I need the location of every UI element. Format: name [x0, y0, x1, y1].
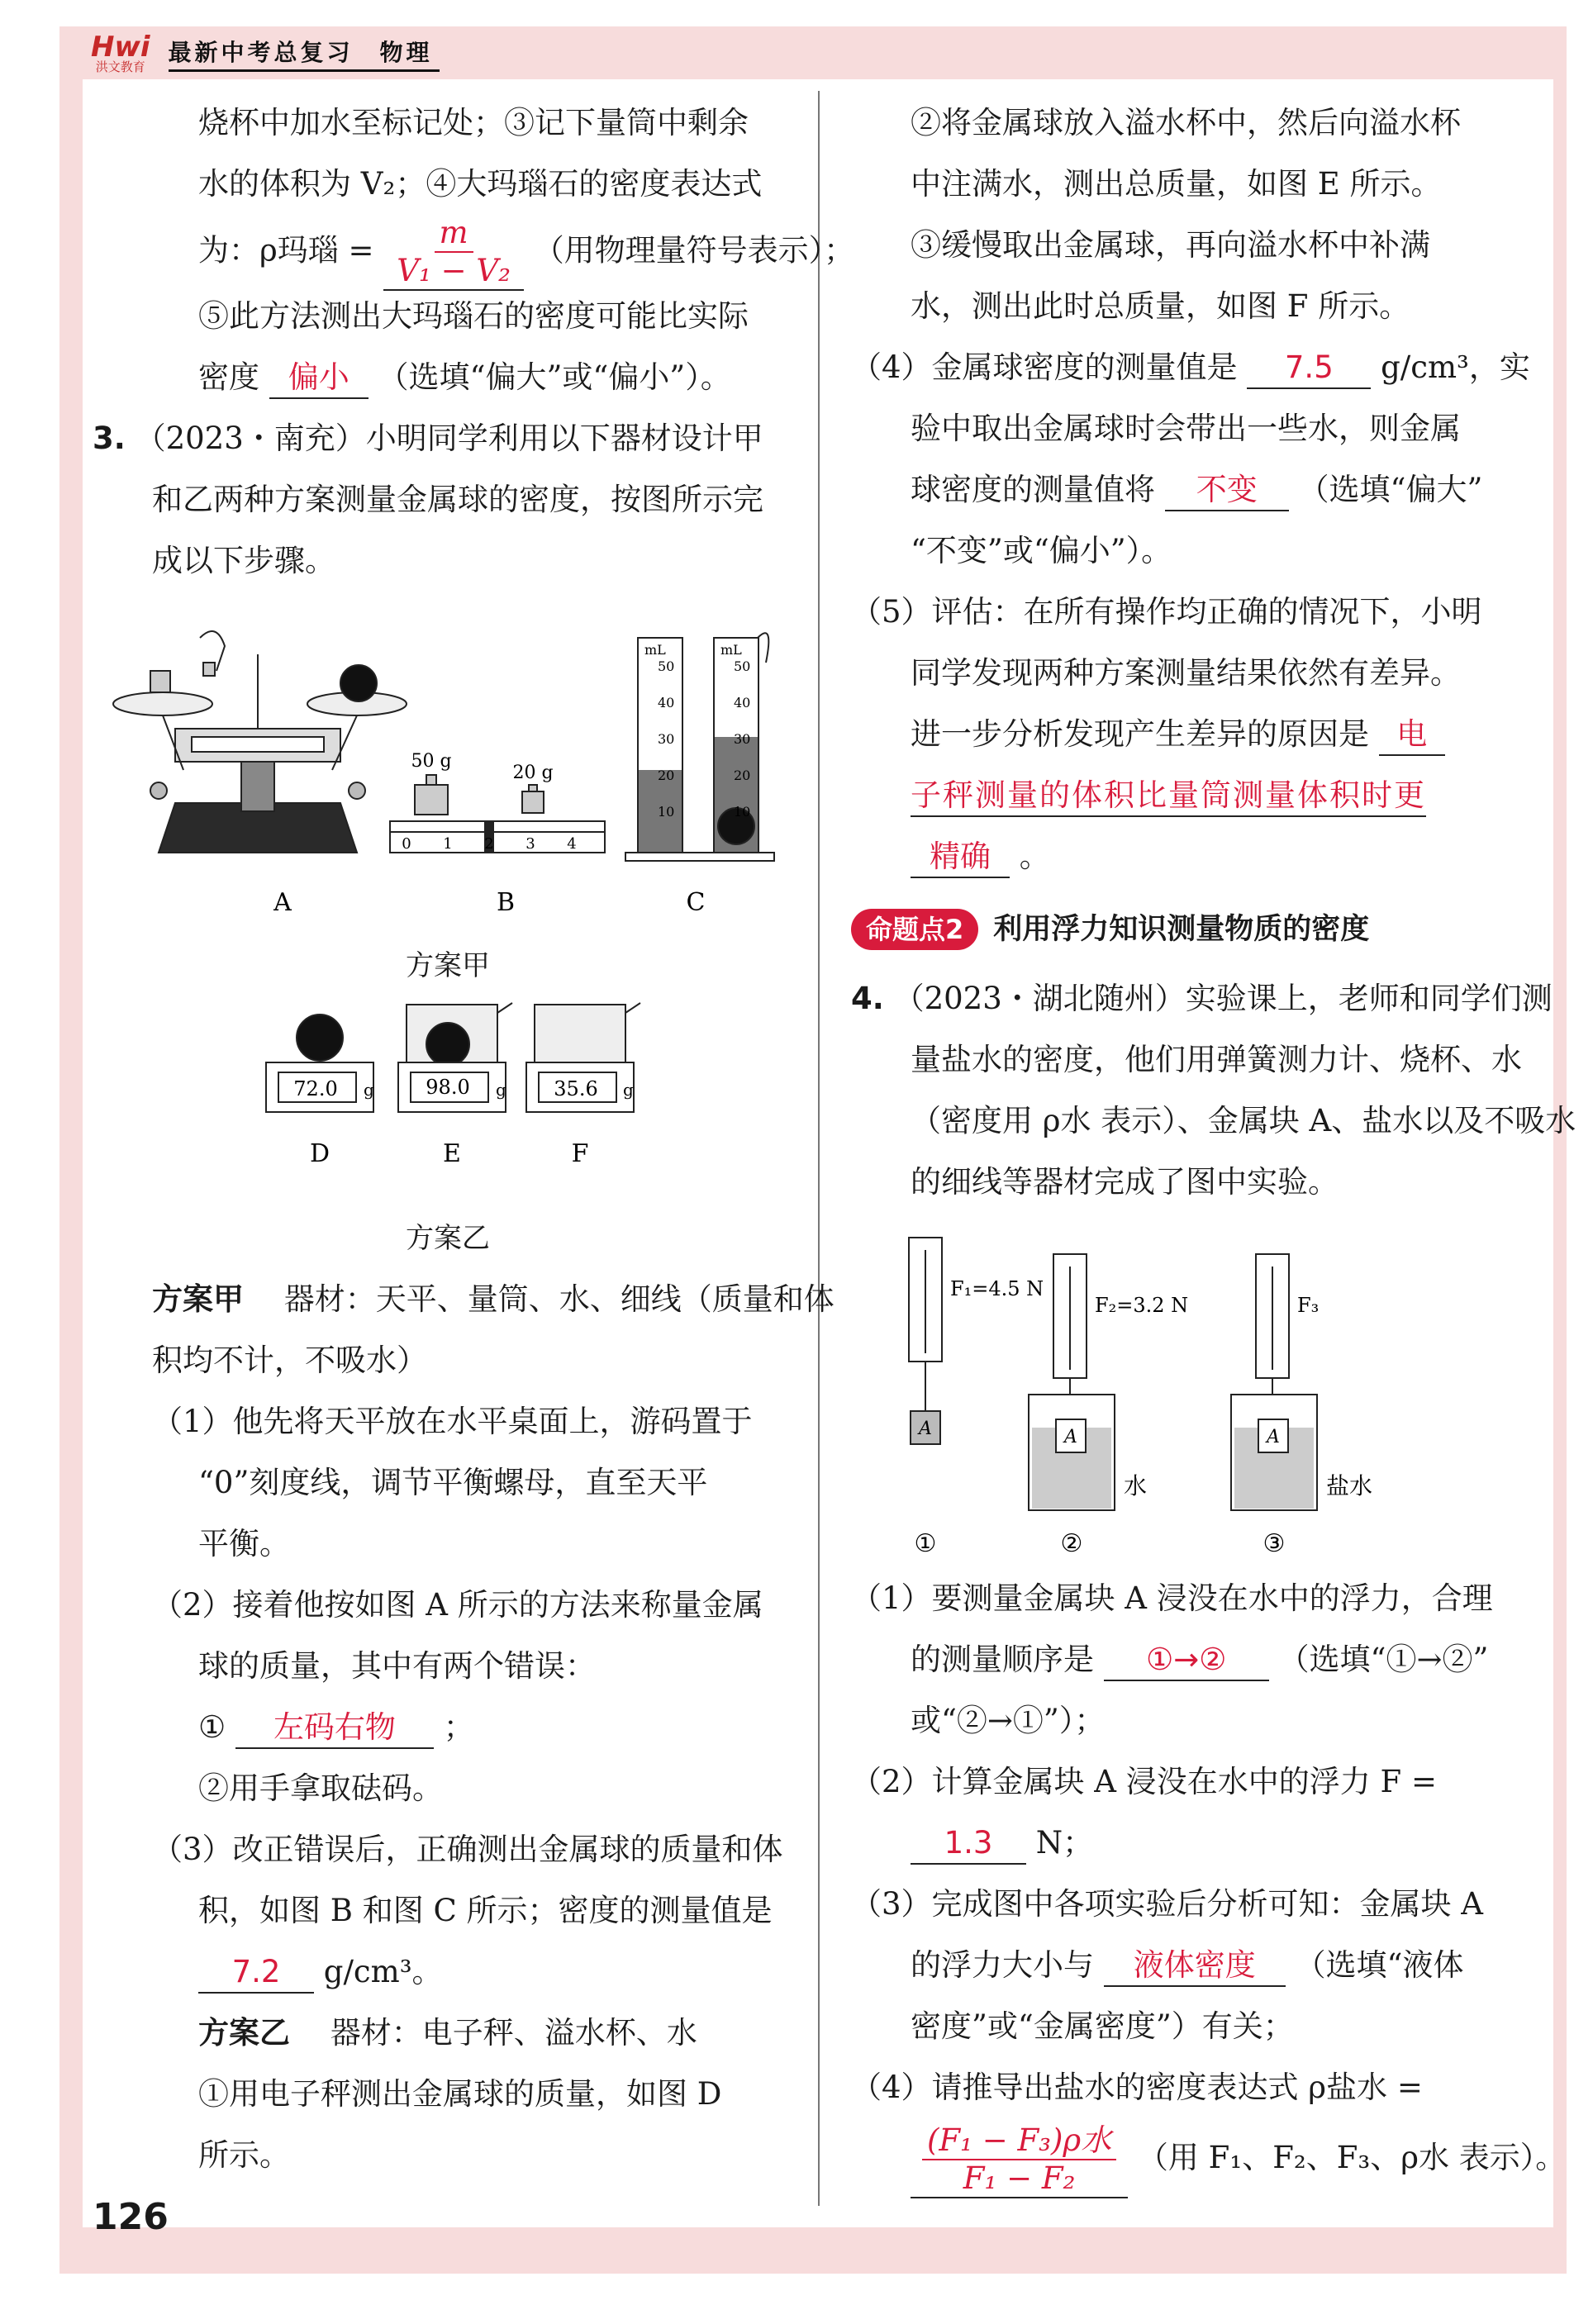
text-line: [851, 704, 1520, 765]
text: 器材：电子秤、溢水杯、水: [299, 2015, 697, 2051]
text-line: [851, 765, 1520, 826]
figure-label-c: C: [686, 888, 706, 917]
plan-label: 方案甲: [152, 1281, 244, 1317]
text: 为：ρ玛瑙 =: [198, 232, 374, 269]
text-line: 积，如图 B 和图 C 所示；密度的测量值是: [198, 1893, 773, 1928]
salt-water-label: 盐水: [1326, 1472, 1373, 1499]
graduated-cylinders: [625, 633, 774, 861]
scale-e-reading: 98.0: [426, 1076, 470, 1099]
text: （选填“①→②”: [1278, 1642, 1489, 1677]
answer-blank: 子秤测量的体积比量筒测量体积时更: [911, 776, 1426, 817]
text: 。: [1019, 839, 1050, 874]
figure-label-d: D: [309, 1139, 330, 1168]
ruler-tick: 4: [567, 835, 577, 853]
topic-heading: [851, 899, 1520, 960]
text-line: 平衡。: [198, 1526, 290, 1561]
text: 的浮力大小与: [911, 1947, 1094, 1983]
text: （2023・南充）小明同学利用以下器材设计甲: [135, 421, 763, 456]
cylinder-tick: 50: [734, 658, 751, 674]
answer-blank: 偏小: [269, 358, 369, 399]
cylinder-tick: 40: [734, 695, 751, 711]
block-a-label: A: [1267, 1427, 1280, 1447]
text-line: [851, 337, 1530, 398]
text: 进一步分析发现产生差异的原因是: [911, 716, 1369, 752]
text-line: （3）改正错误后，正确测出金属球的质量和体: [152, 1832, 783, 1867]
text-line: （2）接着他按如图 A 所示的方法来称量金属: [152, 1587, 763, 1623]
text-line: 中注满水，测出总质量，如图 E 所示。: [911, 166, 1442, 202]
cylinder-unit-label: mL: [644, 642, 666, 658]
answer-blank: 1.3: [911, 1823, 1026, 1865]
cylinder-tick: 20: [658, 768, 675, 783]
step-label: ①: [914, 1529, 937, 1558]
cylinder-tick: 10: [734, 804, 751, 820]
text: 的测量顺序是: [911, 1642, 1094, 1677]
text-line: 密度”或“金属密度”）有关；: [911, 2008, 1294, 2044]
text: g/cm³。: [323, 1954, 443, 1989]
text-line: 验中取出金属球时会带出一些水，则金属: [911, 411, 1461, 446]
formula-numerator: (F₁ − F₃)ρ水: [922, 2122, 1116, 2160]
plan-label: 方案乙: [198, 2015, 290, 2051]
cylinder-tick: 30: [658, 731, 675, 747]
text-line: 球的质量，其中有两个错误：: [198, 1648, 596, 1684]
answer-blank: 液体密度: [1104, 1946, 1286, 1987]
text-line: [851, 1813, 1520, 1874]
figure-plan-jia: [93, 605, 803, 935]
topic-badge: 命题点2: [851, 909, 978, 950]
force-f1-label: F₁=4.5 N: [950, 1277, 1044, 1300]
text-line: （3）完成图中各项实验后分析可知：金属块 A: [851, 1886, 1484, 1922]
formula-line: [93, 215, 855, 288]
text: （选填“液体: [1295, 1947, 1464, 1983]
figure-spring-scale: [851, 1221, 1520, 1568]
text-line: ②用手拿取砝码。: [198, 1770, 443, 1806]
block-a-label: A: [919, 1419, 932, 1439]
text-line: [851, 1935, 1520, 1996]
text-line: 水，测出此时总质量，如图 F 所示。: [911, 288, 1410, 324]
text-line: [851, 459, 1520, 520]
figure-label-f: F: [571, 1139, 589, 1168]
force-f3-label: F₃: [1297, 1294, 1320, 1317]
question-number: 3.: [93, 421, 126, 456]
force-f2-label: F₂=3.2 N: [1095, 1294, 1189, 1317]
text-line: 同学发现两种方案测量结果依然有差异。: [911, 655, 1461, 691]
scale-unit: g: [496, 1080, 506, 1100]
text-line: （1）要测量金属块 A 浸没在水中的浮力，合理: [851, 1580, 1493, 1616]
scale-f-reading: 35.6: [554, 1077, 598, 1100]
formula-line: [851, 2118, 1567, 2198]
formula-denominator: F₁ − F₂: [963, 2160, 1076, 2196]
text-line: [851, 826, 1520, 887]
salt-density-formula-answer: [911, 2122, 1128, 2198]
text-line: [93, 1697, 803, 1758]
text-line: ⑤此方法测出大玛瑙石的密度可能比实际: [198, 298, 749, 334]
text: N；: [1035, 1825, 1094, 1861]
text-line: 和乙两种方案测量金属球的密度，按图所示完: [152, 482, 763, 517]
figure-plan-yi: [93, 996, 803, 1186]
text: （用物理量符号表示）；: [533, 232, 855, 269]
text-line: ③缓慢取出金属球，再向溢水杯中补满: [911, 227, 1430, 263]
page-number: 126: [93, 2196, 169, 2238]
question-3-line: [93, 408, 803, 469]
figure-label-a: A: [273, 888, 292, 917]
text-line: （5）评估：在所有操作均正确的情况下，小明: [851, 594, 1482, 630]
page-header: [91, 30, 440, 76]
column-divider: [818, 91, 820, 2206]
text-line: （4）请推导出盐水的密度表达式 ρ盐水 =: [851, 2070, 1423, 2105]
scale-unit: g: [364, 1080, 374, 1100]
text-line: [93, 2003, 803, 2064]
logo-mark: Hwi: [91, 30, 150, 64]
water-label: 水: [1124, 1472, 1148, 1499]
question-number: 4.: [851, 981, 884, 1016]
step-label: ②: [1060, 1529, 1083, 1558]
block-a-label: A: [1064, 1427, 1077, 1447]
text-line: 烧杯中加水至标记处；③记下量筒中剩余: [198, 105, 749, 140]
right-column: [851, 93, 1576, 2198]
answer-blank: 7.5: [1247, 348, 1371, 389]
answer-blank: 不变: [1165, 470, 1289, 511]
ruler-tick: 0: [402, 835, 411, 853]
cylinder-tick: 30: [734, 731, 751, 747]
text-line: 量盐水的密度，他们用弹簧测力计、烧杯、水: [911, 1042, 1522, 1077]
text-line: （2）计算金属块 A 浸没在水中的浮力 F =: [851, 1764, 1437, 1799]
text: ①: [198, 1709, 226, 1745]
text-line: “不变”或“偏小”）。: [911, 533, 1172, 568]
text: （选填“偏大”: [1298, 472, 1483, 507]
weight-20g-label: 20 g: [512, 763, 554, 783]
text: ；: [443, 1709, 474, 1745]
ruler-tick: 3: [525, 835, 535, 853]
figure-label-b: B: [496, 888, 516, 917]
book-title: 最新中考总复习 物理: [169, 35, 440, 72]
text-line: ①用电子秤测出金属球的质量，如图 D: [198, 2076, 722, 2112]
text-line: 所示。: [198, 2137, 290, 2173]
figure-caption: 方案甲: [406, 949, 490, 982]
left-column: [93, 93, 855, 2186]
answer-blank: 电: [1379, 715, 1445, 756]
weight-50g-label: 50 g: [411, 751, 452, 772]
text: （用 F₁、F₂、F₃、ρ水 表示）。: [1137, 2140, 1567, 2175]
step-label: ③: [1263, 1529, 1286, 1558]
cylinder-tick: 10: [658, 804, 675, 820]
text: g/cm³，实: [1381, 349, 1530, 385]
text-line: [851, 1629, 1520, 1690]
density-formula-answer: [383, 215, 524, 291]
text-line: 积均不计，不吸水）: [152, 1343, 427, 1378]
figure-label-e: E: [443, 1139, 461, 1168]
text-line: 水的体积为 V₂；④大玛瑙石的密度表达式: [198, 166, 763, 202]
text: （4）金属球密度的测量值是: [851, 349, 1238, 385]
figure-caption: 方案乙: [406, 1222, 490, 1255]
cylinder-unit-label: mL: [720, 642, 742, 658]
answer-blank: 精确: [911, 837, 1010, 878]
text: （选填“偏大”或“偏小”）。: [378, 359, 731, 395]
text-line: （1）他先将天平放在水平桌面上，游码置于: [152, 1404, 753, 1439]
balance-illustration: [113, 631, 407, 853]
text: 球密度的测量值将: [911, 472, 1155, 507]
publisher-logo: [91, 30, 150, 74]
logo-text: 洪文教育: [95, 59, 145, 74]
text-line: 或“②→①”）；: [911, 1703, 1106, 1738]
cylinder-tick: 50: [658, 658, 675, 674]
text-line: [93, 1269, 835, 1330]
cylinder-tick: 20: [734, 768, 751, 783]
text: （2023・湖北随州）实验课上，老师和同学们测: [893, 981, 1553, 1016]
ruler-tick: 1: [443, 835, 453, 853]
formula-denominator: V₁ − V₂: [397, 253, 511, 288]
text: 器材：天平、量筒、水、细线（质量和体: [253, 1281, 835, 1317]
text-line: 的细线等器材完成了图中实验。: [911, 1164, 1339, 1200]
text-line: 成以下步骤。: [152, 543, 335, 578]
ruler-tick: 2: [484, 835, 494, 853]
text-line: [93, 1941, 803, 2003]
text-line: （密度用 ρ水 表示）、金属块 A、盐水以及不吸水: [911, 1103, 1576, 1138]
text-line: “0”刻度线，调节平衡螺母，直至天平: [198, 1465, 708, 1500]
text-line: [93, 347, 803, 408]
scale-d-reading: 72.0: [293, 1077, 338, 1100]
answer-blank: ①→②: [1104, 1640, 1269, 1681]
question-4-line: [851, 968, 1553, 1029]
text: 密度: [198, 359, 259, 395]
answer-blank: 7.2: [198, 1952, 314, 1994]
answer-blank: 左码右物: [235, 1708, 434, 1749]
scale-unit: g: [623, 1080, 634, 1100]
cylinder-tick: 40: [658, 695, 675, 711]
topic-title: 利用浮力知识测量物质的密度: [993, 913, 1370, 946]
formula-numerator: m: [435, 215, 473, 253]
text-line: ②将金属球放入溢水杯中，然后向溢水杯: [911, 105, 1461, 140]
